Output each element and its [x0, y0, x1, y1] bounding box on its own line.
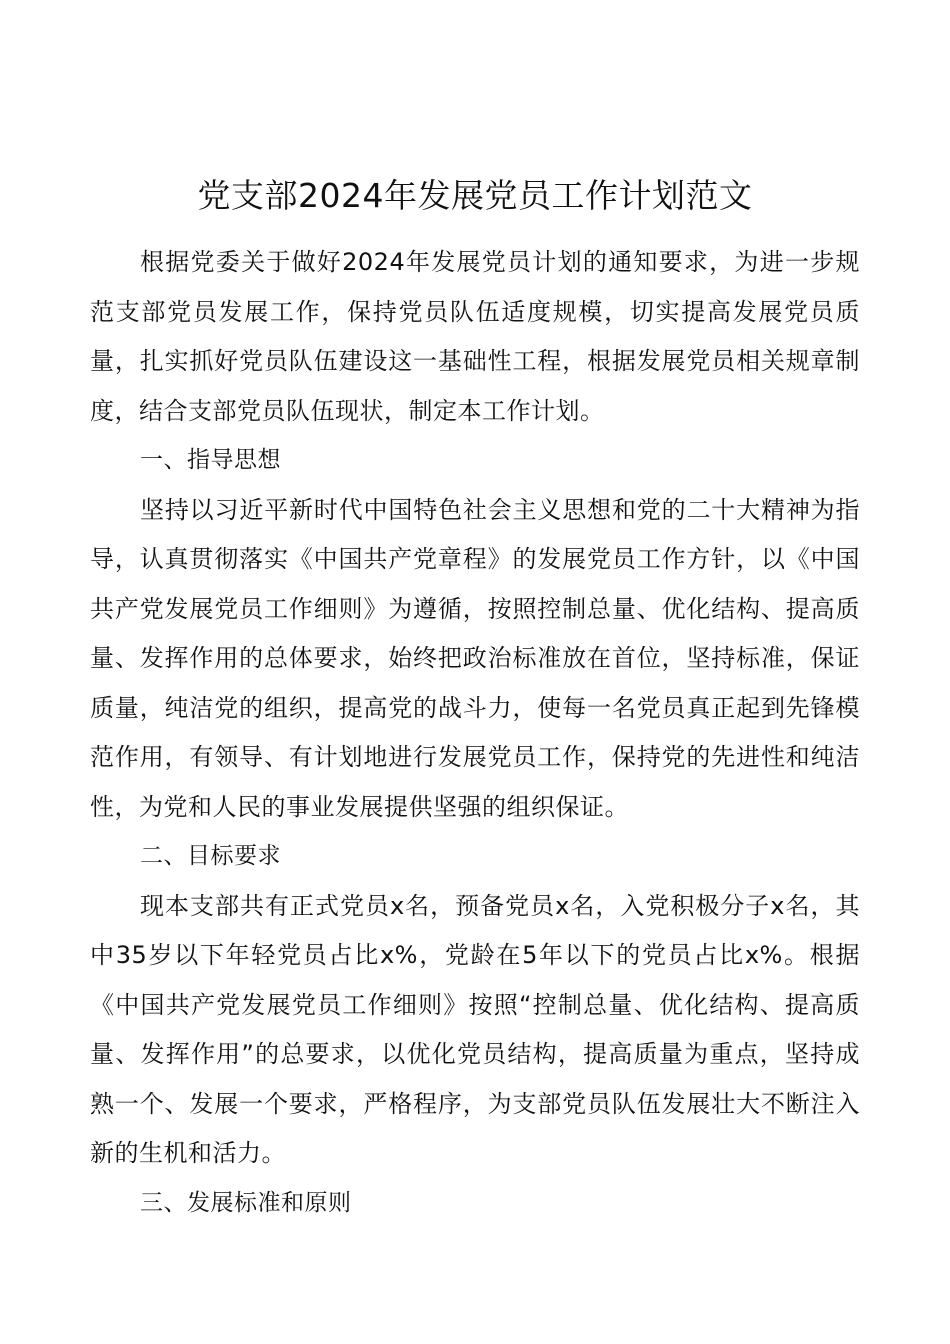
intro-paragraph: 根据党委关于做好2024年发展党员计划的通知要求，为进一步规范支部党员发展工作，保持党员队伍适度规模，切实提高发展党员质量，扎实抓好党员队伍建设这一基础性工程，根据发展党员相关规章制度，结合支部党员队伍现状，制定本工作计划。 [90, 248, 860, 425]
section-body-guiding-ideology: 坚持以习近平新时代中国特色社会主义思想和党的二十大精神为指导，认真贯彻落实《中国共产党章程》的发展党员工作方针，以《中国共产党发展党员工作细则》为遵循，按照控制总量、优化结构、提高质量、发挥作用的总体要求，始终把政治标准放在首位，坚持标准，保证质量，纯洁党的组织，提高党的战斗力，使每一名党员真正起到先锋模范作用，有领导、有计划地进行发展党员工作，保持党的先进性和纯洁性，为党和人民的事业发展提供坚强的组织保证。 [90, 495, 860, 821]
document-title: 党支部2024年发展党员工作计划范文 [197, 176, 753, 215]
section-heading-guiding-ideology: 一、指导思想 [140, 447, 281, 473]
section-heading-standards: 三、发展标准和原则 [140, 1189, 352, 1216]
section-body-goals: 现本支部共有正式党员x名，预备党员x名，入党积极分子x名，其中35岁以下年轻党员占比x%，党龄在5年以下的党员占比x%。根据《中国共产党发展党员工作细则》按照“控制总量、优化结构、提高质量、发挥作用”的总要求，以优化党员结构，提高质量为重点，坚持成熟一个、发展一个要求，严格程序，为支部党员队伍发展壮大不断注入新的生机和活力。 [90, 891, 860, 1167]
section-heading-goals: 二、目标要求 [140, 843, 281, 869]
